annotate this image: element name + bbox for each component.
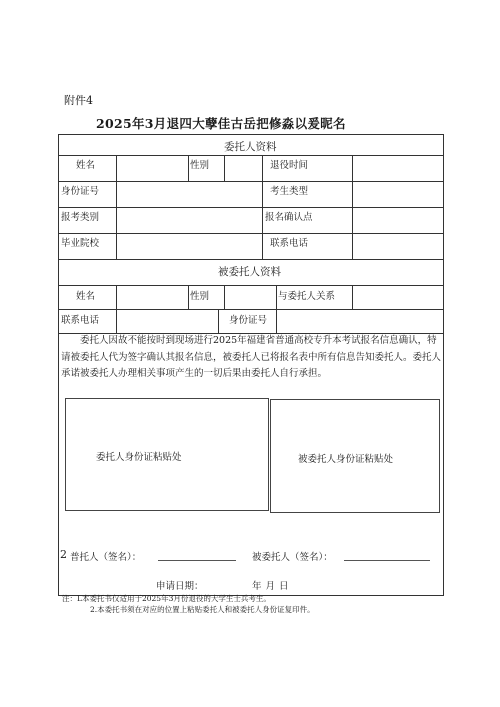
label-exam-category: 报考类别 <box>61 212 100 223</box>
section-header-agent: 被委托人资料 <box>218 266 281 278</box>
date-label: 申请日期： <box>156 581 204 592</box>
col-divider <box>116 181 117 259</box>
authorization-statement: 委托人因故不能按时到现场进行2025年福建省普通高校专升本考试报名信息确认，特请被委托人代为签字确认其报名信息，被委托人已将报名表中所有信息告知委托人。委托人承诺被委托人办理相关事项产生的一切后果由委托人自行承担。 <box>61 335 442 379</box>
label-agent-name: 姓名 <box>76 291 96 302</box>
col-divider <box>188 285 189 309</box>
col-divider <box>262 181 263 259</box>
col-divider <box>352 181 353 259</box>
col-divider <box>276 309 277 333</box>
agent-signature-label: 被委托人（签名）： <box>252 552 333 563</box>
signature-prefix: 2 <box>60 548 67 561</box>
label-id-number: 身份证号 <box>61 186 100 197</box>
label-exam-type: 考生类型 <box>270 186 309 197</box>
principal-id-paste-label: 委托人身份证粘贴处 <box>96 452 182 463</box>
label-agent-id: 身份证号 <box>229 315 268 326</box>
agent-id-paste-label: 被委托人身份证粘贴处 <box>298 454 394 465</box>
label-agent-phone: 联系电话 <box>61 315 100 326</box>
col-divider <box>224 285 225 309</box>
label-retire-time: 退役时间 <box>270 160 309 171</box>
attachment-label: 附件4 <box>64 94 93 107</box>
col-divider <box>116 285 117 333</box>
label-phone: 联系电话 <box>270 238 309 249</box>
row-divider <box>59 259 444 260</box>
document-title: 2025年3月退四大孽佳古岳把修淼以爰昵名 <box>96 116 346 131</box>
col-divider <box>352 155 353 181</box>
date-fields: 年月日 <box>252 581 293 592</box>
label-agent-gender: 性别 <box>190 291 210 302</box>
label-confirm-point: 报名确认点 <box>265 212 313 223</box>
section-header-principal: 委托人资料 <box>224 141 277 153</box>
col-divider <box>262 155 263 181</box>
note-1: 注：L本委托书仅适用于2025年3月份退役的大学生士兵考生。 <box>62 594 271 603</box>
col-divider <box>188 155 189 181</box>
col-divider <box>276 285 277 309</box>
principal-signature-line[interactable] <box>158 560 236 561</box>
col-divider <box>116 155 117 181</box>
label-school: 毕业院校 <box>61 238 100 249</box>
label-name: 姓名 <box>76 160 96 171</box>
col-divider <box>218 309 219 333</box>
agent-signature-line[interactable] <box>344 560 430 561</box>
col-divider <box>224 155 225 181</box>
col-divider <box>352 285 353 309</box>
principal-signature-label: 普托人（签名）： <box>70 552 142 563</box>
label-relation: 与委托人关系 <box>278 291 336 302</box>
note-2: 2.本委托书须在对应的位置上粘贴委托人和被委托人身份证复印件。 <box>90 605 315 614</box>
label-gender: 性别 <box>190 160 210 171</box>
